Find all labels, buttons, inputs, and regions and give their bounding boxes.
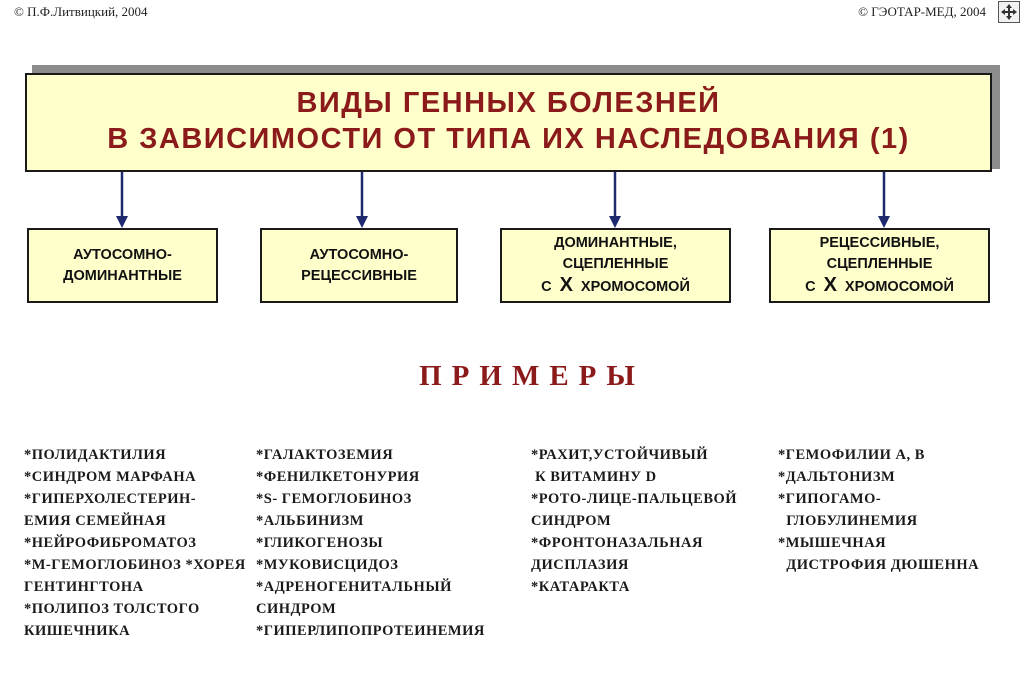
example-item: *ПОЛИДАКТИЛИЯ [24,447,167,463]
example-item: *АДРЕНОГЕНИТАЛЬНЫЙ [256,579,452,595]
example-item: *РОТО-ЛИЦЕ-ПАЛЬЦЕВОЙ [531,491,738,507]
example-item: *КАТАРАКТА [531,579,630,595]
category-line: РЕЦЕССИВНЫЕ [301,267,417,284]
category-autosomal-recessive [260,228,458,303]
category-line: СЦЕПЛЕННЫЕ [826,256,933,272]
title-line-1: ВИДЫ ГЕННЫХ БОЛЕЗНЕЙ [296,87,721,119]
copyright-right: © ГЭОТАР-МЕД, 2004 [858,4,986,19]
title-line-2: В ЗАВИСИМОСТИ ОТ ТИПА ИХ НАСЛЕДОВАНИЯ (1) [107,123,910,155]
example-item: *М-ГЕМОГЛОБИНОЗ *ХОРЕЯ [24,557,246,573]
example-item: *НЕЙРОФИБРОМАТОЗ [24,535,197,551]
examples-column-1 [24,444,246,642]
category-autosomal-dominant [27,228,218,303]
arrow-head-2 [356,216,368,228]
examples-column-3 [531,444,737,598]
category-x-linked-recessive [769,228,990,303]
example-item: *ГИПЕРХОЛЕСТЕРИН- [24,491,197,507]
arrow-head-4 [878,216,890,228]
category-line: АУТОСОМНО- [309,246,409,263]
category-line: АУТОСОМНО- [73,246,172,263]
example-item: *S- ГЕМОГЛОБИНОЗ [256,491,412,507]
example-item: *ГЕМОФИЛИИ А, В [778,447,925,463]
category-line: РЕЦЕССИВНЫЕ, [819,235,940,251]
category-pre: С [541,279,552,295]
example-item: ЕМИЯ СЕМЕЙНАЯ [24,513,167,529]
example-item: КИШЕЧНИКА [24,623,131,639]
example-item: ГЕНТИНГТОНА [24,579,144,595]
example-item: ДИСПЛАЗИЯ [531,557,629,573]
category-post: ХРОМОСОМОЙ [844,279,954,295]
example-item: *ФРОНТОНАЗАЛЬНАЯ [531,535,703,551]
category-x: Х [823,274,837,296]
example-item: *ПОЛИПОЗ ТОЛСТОГО [24,601,200,617]
example-item: *ГЛИКОГЕНОЗЫ [256,535,384,551]
example-item: *ГАЛАКТОЗЕМИЯ [256,447,394,463]
arrow-head-1 [116,216,128,228]
examples-heading: ПРИМЕРЫ [419,360,645,392]
example-item: *РАХИТ,УСТОЙЧИВЫЙ [531,447,709,463]
example-item: СИНДРОМ [256,601,337,617]
category-x-linked-dominant [500,228,731,303]
example-item: СИНДРОМ [531,513,612,529]
examples-column-4 [778,444,979,576]
example-item: К ВИТАМИНУ D [531,469,657,485]
category-line: СЦЕПЛЕННЫЕ [562,256,669,272]
category-line: ДОМИНАНТНЫЕ [63,267,182,284]
example-item: ДИСТРОФИЯ ДЮШЕННА [778,557,980,573]
example-item: ГЛОБУЛИНЕМИЯ [778,513,918,529]
category-line [771,275,988,298]
example-item: *ФЕНИЛКЕТОНУРИЯ [256,469,420,485]
copyright-left: © П.Ф.Литвицкий, 2004 [14,4,148,19]
category-pre: С [805,279,816,295]
example-item: *ГИПОГАМО- [778,491,882,507]
example-item: *АЛЬБИНИЗМ [256,513,364,529]
examples-column-2 [256,444,485,642]
example-item: *СИНДРОМ МАРФАНА [24,469,197,485]
example-item: *ДАЛЬТОНИЗМ [778,469,896,485]
arrow-head-3 [609,216,621,228]
example-item: *МЫШЕЧНАЯ [778,535,887,551]
example-item: *ГИПЕРЛИПОПРОТЕИНЕМИЯ [256,623,485,639]
category-x: Х [559,274,573,296]
category-post: ХРОМОСОМОЙ [580,279,690,295]
category-line: ДОМИНАНТНЫЕ, [554,235,677,251]
example-item: *МУКОВИСЦИДОЗ [256,557,399,573]
category-line [502,275,729,298]
